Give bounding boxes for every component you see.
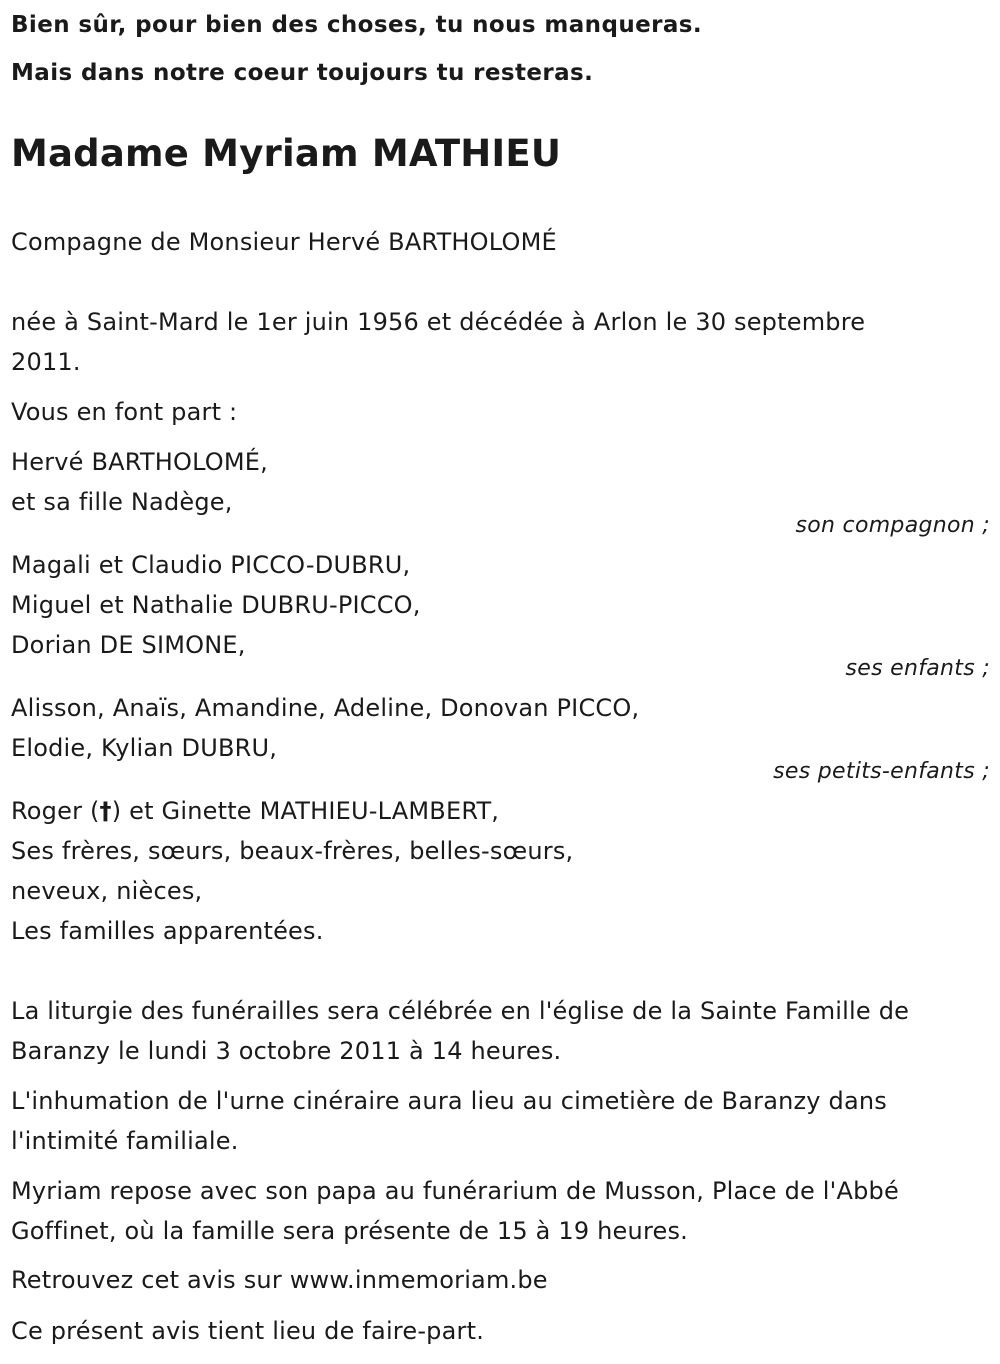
family-member-line: Hervé BARTHOLOMÉ,	[11, 448, 268, 476]
family-member-line: Magali et Claudio PICCO-DUBRU,	[11, 551, 411, 579]
relation-role-label: ses petits-enfants ;	[773, 759, 990, 784]
epitaph-line-2: Mais dans notre coeur toujours tu resteras.	[11, 60, 594, 86]
epitaph-line-1: Bien sûr, pour bien des choses, tu nous manqueras.	[11, 12, 702, 38]
announcement-intro: Vous en font part :	[11, 398, 238, 426]
family-member-line: Les familles apparentées.	[11, 917, 324, 945]
family-member-line: Alisson, Anaïs, Amandine, Adeline, Donovan PICCO,	[11, 694, 640, 722]
burial-line-2: l'intimité familiale.	[11, 1127, 239, 1155]
family-member-text: ) et Ginette MATHIEU-LAMBERT,	[111, 797, 500, 825]
visit-line-2: Goffinet, où la famille sera présente de 15 à 19 heures.	[11, 1217, 688, 1245]
family-member-line: Elodie, Kylian DUBRU,	[11, 734, 278, 762]
birth-death-line-1: née à Saint-Mard le 1er juin 1956 et décédée à Arlon le 30 septembre	[11, 308, 866, 336]
birth-death-line-2: 2011.	[11, 348, 81, 376]
website-line: Retrouvez cet avis sur www.inmemoriam.be	[11, 1266, 548, 1294]
liturgy-line-2: Baranzy le lundi 3 octobre 2011 à 14 heures.	[11, 1037, 562, 1065]
relation-role-label: son compagnon ;	[795, 513, 990, 538]
deceased-name: Madame Myriam MATHIEU	[11, 132, 562, 175]
dagger-icon: †	[99, 797, 112, 825]
family-member-line: et sa fille Nadège,	[11, 488, 233, 516]
faire-part-notice: Ce présent avis tient lieu de faire-part.	[11, 1317, 485, 1345]
liturgy-line-1: La liturgie des funérailles sera célébrée en l'église de la Sainte Famille de	[11, 997, 910, 1025]
family-member-line: Ses frères, sœurs, beaux-frères, belles-sœurs,	[11, 837, 574, 865]
family-member-text: Roger (	[11, 797, 100, 825]
family-member-line	[11, 797, 499, 825]
relation-line: Compagne de Monsieur Hervé BARTHOLOMÉ	[11, 228, 557, 256]
burial-line-1: L'inhumation de l'urne cinéraire aura lieu au cimetière de Baranzy dans	[11, 1087, 887, 1115]
family-member-line: Dorian DE SIMONE,	[11, 631, 246, 659]
relation-role-label: ses enfants ;	[845, 656, 990, 681]
family-member-line: neveux, nièces,	[11, 877, 203, 905]
family-member-line: Miguel et Nathalie DUBRU-PICCO,	[11, 591, 421, 619]
visit-line-1: Myriam repose avec son papa au funérarium de Musson, Place de l'Abbé	[11, 1177, 899, 1205]
